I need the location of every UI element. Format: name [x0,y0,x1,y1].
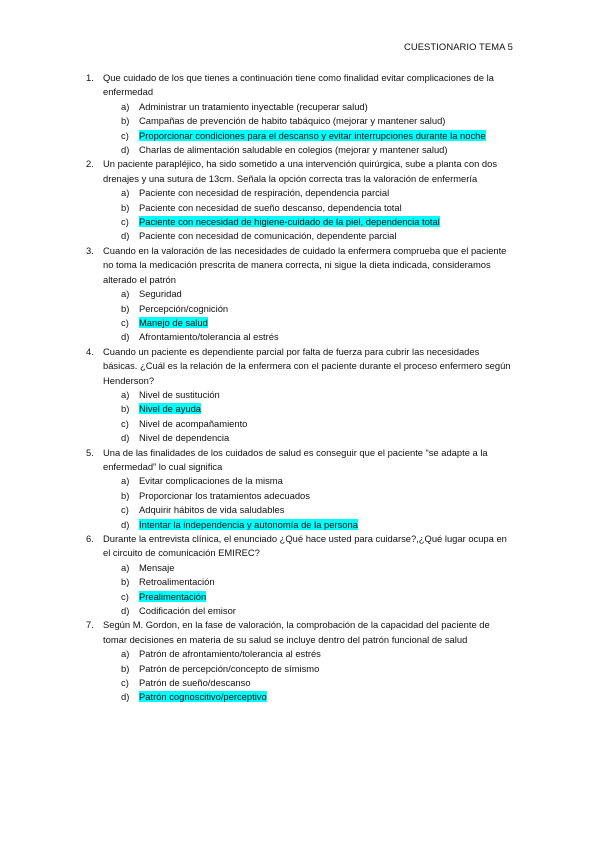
answer-options [121,287,516,345]
option-text-container [139,474,516,488]
option-letter: b) [121,201,130,213]
option-text: Afrontamiento/tolerancia al estrés [139,331,279,343]
option-letter: d) [121,432,130,444]
answer-option-highlighted [121,215,516,229]
option-letter: c) [121,129,129,141]
question-number: 5. [86,446,94,458]
option-text-container [139,186,516,200]
option-text: Mensaje [139,561,175,573]
answer-option [121,201,516,215]
question-text: Según M. Gordon, en la fase de valoración, la comprobación de la capacidad del paciente de tomar decisiones en materia de su salud se incluye dentro del patrón funcional de salud [103,619,490,645]
option-text-container [139,287,516,301]
question-item [86,532,516,618]
option-text-container [139,129,516,143]
answer-options [121,647,516,705]
option-text-container [139,417,516,431]
option-text: Nivel de acompañamiento [139,417,248,429]
option-text: Campañas de prevención de habito tabáquico (mejorar y mantener salud) [139,115,446,127]
answer-option-highlighted [121,690,516,704]
option-letter: b) [121,576,130,588]
option-text-container [139,604,516,618]
option-text-container [139,229,516,243]
option-letter: b) [121,115,130,127]
option-text-container [139,518,516,532]
answer-option [121,388,516,402]
option-letter: b) [121,489,130,501]
question-text: Una de las finalidades de los cuidados de salud es conseguir que el paciente “se adapte a la enfermedad” lo cual significa [103,446,488,472]
answer-option [121,489,516,503]
highlighted-answer-text: Patrón cognoscitivo/perceptivo [139,691,267,703]
answer-option [121,575,516,589]
option-text-container [139,316,516,330]
document-header: CUESTIONARIO TEMA 5 [403,41,513,52]
answer-option-highlighted [121,402,516,416]
option-text: Paciente con necesidad de comunicación, dependente parcial [139,230,397,242]
option-text-container [139,100,516,114]
option-text: Patrón de percepción/concepto de símismo [139,662,320,674]
question-text: Un paciente parapléjico, ha sido sometido a una intervención quirúrgica, sube a planta con dos drenajes y una sutura de 13cm. Señala la opción correcta tras la valoración de enfermería [103,158,498,184]
question-item [86,345,516,446]
option-letter: d) [121,605,130,617]
option-letter: a) [121,388,130,400]
answer-options [121,561,516,619]
option-text-container [139,114,516,128]
answer-option [121,100,516,114]
option-text: Administrar un tratamiento inyectable (recuperar salud) [139,100,368,112]
highlighted-answer-text: Paciente con necesidad de higiene-cuidado de la piel, dependencia total [139,216,440,228]
option-text-container [139,402,516,416]
option-text-container [139,561,516,575]
answer-option [121,302,516,316]
question-item [86,618,516,704]
option-text-container [139,647,516,661]
option-text-container [139,388,516,402]
question-item [86,244,516,345]
option-text: Proporcionar los tratamientos adecuados [139,489,310,501]
answer-option [121,114,516,128]
question-item [86,71,516,157]
answer-option [121,561,516,575]
option-text-container [139,662,516,676]
answer-option [121,662,516,676]
option-letter: c) [121,316,129,328]
answer-options [121,186,516,244]
option-letter: d) [121,230,130,242]
question-number: 6. [86,533,94,544]
option-letter: d) [121,518,130,530]
answer-options [121,474,516,532]
option-letter: a) [121,475,130,487]
option-letter: d) [121,144,130,156]
option-text: Charlas de alimentación saludable en colegios (mejorar y mantener salud) [139,144,448,156]
option-text-container [139,302,516,316]
answer-option [121,229,516,243]
answer-option [121,604,516,618]
option-letter: b) [121,662,130,674]
option-text: Patrón de afrontamiento/tolerancia al estrés [139,648,321,660]
question-item [86,446,516,532]
question-number: 7. [86,619,94,631]
question-number: 3. [86,244,94,256]
question-list [86,71,516,705]
option-letter: b) [121,302,130,314]
option-letter: a) [121,187,130,199]
option-text: Nivel de sustitución [139,388,220,400]
highlighted-answer-text: Manejo de salud [139,316,208,328]
answer-option [121,330,516,344]
option-text-container [139,676,516,690]
answer-option [121,143,516,157]
highlighted-answer-text: Intentar la independencia y autonomía de la persona [139,518,358,530]
option-text: Paciente con necesidad de sueño descanso, dependencia total [139,201,402,213]
option-text: Percepción/cognición [139,302,229,314]
answer-option [121,647,516,661]
option-text-container [139,690,516,704]
option-text-container [139,143,516,157]
answer-option [121,431,516,445]
answer-option [121,676,516,690]
highlighted-answer-text: Prealimentación [139,590,207,602]
question-number: 1. [86,72,94,83]
answer-option-highlighted [121,129,516,143]
option-text-container [139,431,516,445]
option-letter: c) [121,504,129,516]
option-letter: d) [121,331,130,343]
question-item [86,157,516,243]
option-text: Paciente con necesidad de respiración, dependencia parcial [139,187,390,199]
option-letter: c) [121,677,129,689]
answer-option [121,503,516,517]
option-letter: a) [121,100,130,112]
option-letter: c) [121,590,129,602]
answer-options [121,388,516,446]
answer-option-highlighted [121,316,516,330]
option-text: Adquirir hábitos de vida saludables [139,504,285,516]
answer-options [121,100,516,158]
highlighted-answer-text: Nivel de ayuda [139,403,202,415]
option-text-container [139,330,516,344]
option-text-container [139,201,516,215]
answer-option [121,474,516,488]
question-text: Cuando un paciente es dependiente parcial por falta de fuerza para cubrir las necesidades básicas. ¿Cuál es la relación de la enfermera con el paciente durante el proceso enfermero según Henderson? [103,345,511,386]
option-text: Seguridad [139,288,182,300]
option-letter: a) [121,561,130,573]
option-text-container [139,215,516,229]
option-letter: d) [121,691,130,703]
option-text: Retroalimentación [139,576,215,588]
option-letter: a) [121,648,130,660]
option-text-container [139,503,516,517]
answer-option [121,417,516,431]
question-text: Que cuidado de los que tienes a continuación tiene como finalidad evitar complicaciones de la enfermedad [103,72,494,98]
option-letter: a) [121,288,130,300]
question-number: 4. [86,345,94,357]
highlighted-answer-text: Proporcionar condiciones para el descanso y evitar interrupciones durante la noche [139,129,486,141]
option-letter: c) [121,417,129,429]
option-text-container [139,489,516,503]
option-text: Codificación del emisor [139,605,236,617]
question-number: 2. [86,158,94,170]
option-letter: b) [121,403,130,415]
option-letter: c) [121,216,129,228]
option-text: Nivel de dependencia [139,432,230,444]
answer-option-highlighted [121,518,516,532]
option-text: Patrón de sueño/descanso [139,677,251,689]
option-text: Evitar complicaciones de la misma [139,475,283,487]
option-text-container [139,590,516,604]
answer-option [121,287,516,301]
answer-option [121,186,516,200]
option-text-container [139,575,516,589]
question-text: Durante la entrevista clínica, el enunciado ¿Qué hace usted para cuidarse?,¿Qué lugar ocupa en el circuito de comunicación EMIREC? [103,533,507,559]
answer-option-highlighted [121,590,516,604]
question-text: Cuando en la valoración de las necesidades de cuidado la enfermera comprueba que el paciente no toma la medicación prescrita de manera correcta, ni sigue la dieta indicada, consideramos alterado el patrón [103,244,507,285]
